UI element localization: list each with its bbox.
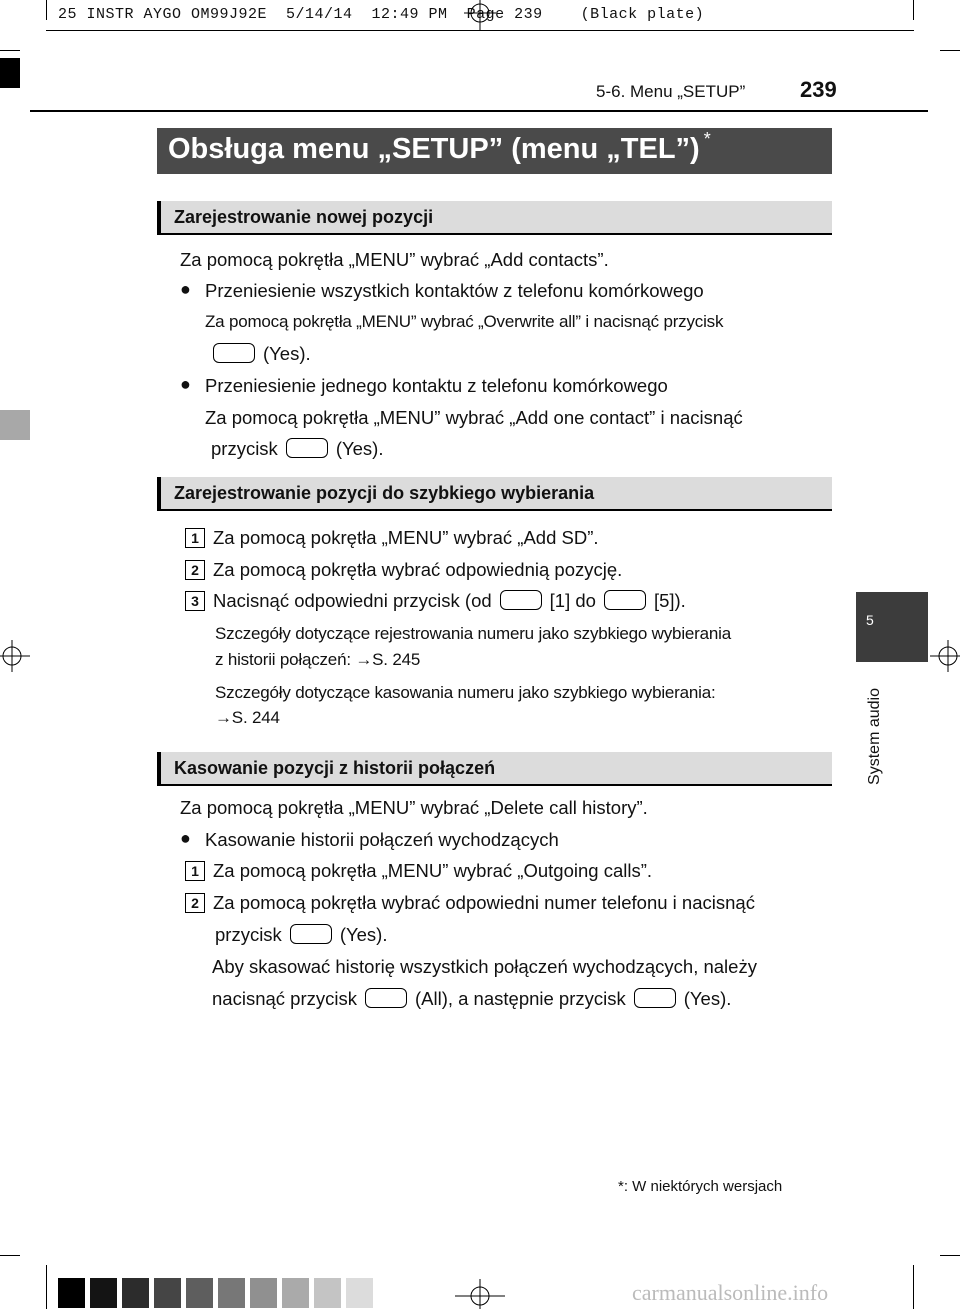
step-number: 1 [185, 861, 205, 881]
instruction-text: Za pomocą pokrętła „MENU” wybrać „Delete call history”. [180, 797, 648, 818]
crop-mark [913, 0, 914, 20]
running-header: 5-6. Menu „SETUP” [596, 82, 746, 101]
registration-mark-icon [0, 636, 30, 676]
yes-button-icon [634, 988, 676, 1008]
page-number: 239 [800, 77, 837, 102]
step-text: Nacisnąć odpowiedni przycisk (od [1] do [5]). [213, 590, 686, 611]
yes-button-icon [286, 438, 328, 458]
instruction-text: Za pomocą pokrętła „MENU” wybrać „Add contacts”. [180, 249, 609, 270]
crop-mark [940, 1255, 960, 1256]
note-text: Aby skasować historię wszystkich połączeń wychodzących, należy [212, 956, 757, 977]
instruction-line: (Yes). [205, 343, 311, 365]
color-swatch [282, 1278, 309, 1308]
step-number: 3 [185, 591, 205, 611]
color-swatch [186, 1278, 213, 1308]
watermark: carmanualsonline.info [632, 1280, 829, 1305]
chapter-label: System audio [866, 688, 883, 785]
note-text: Szczegóły dotyczące kasowania numeru jako szybkiego wybierania: [215, 683, 716, 702]
header-rule [30, 110, 928, 112]
bullet-icon: ● [180, 279, 191, 299]
preset-button-icon [500, 590, 542, 610]
registration-mark-icon [455, 1275, 505, 1309]
registration-mark-icon [460, 0, 500, 30]
step-text: Za pomocą pokrętła wybrać odpowiedni numer telefonu i nacisnąć [213, 892, 755, 913]
yes-button-icon [290, 924, 332, 944]
step-number: 2 [185, 893, 205, 913]
all-button-icon [365, 988, 407, 1008]
instruction-text: Za pomocą pokrętła „MENU” wybrać „Overwrite all” i nacisnąć przycisk [205, 312, 724, 331]
crop-mark [46, 1265, 47, 1309]
crop-mark [46, 0, 47, 20]
step-text: Za pomocą pokrętła „MENU” wybrać „Outgoing calls”. [213, 860, 653, 881]
color-swatch [346, 1278, 373, 1308]
color-swatch [218, 1278, 245, 1308]
crop-mark [913, 1265, 914, 1309]
yes-button-icon [213, 343, 255, 363]
note-text: Szczegóły dotyczące rejestrowania numeru jako szybkiego wybierania [215, 624, 731, 643]
step-number: 2 [185, 560, 205, 580]
crop-mark [0, 1255, 20, 1256]
color-swatch [314, 1278, 341, 1308]
color-swatch [90, 1278, 117, 1308]
section-heading: Zarejestrowanie nowej pozycji [174, 207, 434, 227]
plate-text: 25 INSTR AYGO OM99J92E 5/14/14 12:49 PM Page 239 (Black plate) [58, 6, 705, 23]
chapter-number: 5 [866, 612, 874, 628]
crop-mark [940, 50, 960, 51]
step-text: Za pomocą pokrętła wybrać odpowiednią pozycję. [213, 559, 623, 580]
instruction-line: przycisk (Yes). [211, 438, 384, 459]
instruction-text: Za pomocą pokrętła „MENU” wybrać „Add one contact” i nacisnąć [205, 407, 743, 428]
step-text: Za pomocą pokrętła „MENU” wybrać „Add SD”. [213, 527, 599, 548]
page-title: Obsługa menu „SETUP” (menu „TEL”) * [168, 129, 711, 165]
note-text: →S. 244 [215, 708, 280, 727]
color-swatch [122, 1278, 149, 1308]
registration-mark-icon [930, 636, 960, 676]
corner-marker [0, 58, 20, 88]
section-heading: Zarejestrowanie pozycji do szybkiego wybierania [174, 483, 595, 503]
footnote: *: W niektórych wersjach [618, 1178, 783, 1195]
footnote-mark: * [703, 129, 711, 149]
section-heading: Kasowanie pozycji z historii połączeń [174, 758, 496, 778]
bullet-icon: ● [180, 828, 191, 848]
color-swatch [250, 1278, 277, 1308]
note-text: z historii połączeń: →S. 245 [215, 650, 421, 669]
color-swatch [154, 1278, 181, 1308]
crop-mark [0, 50, 20, 51]
color-swatch [58, 1278, 85, 1308]
bullet-icon: ● [180, 374, 191, 394]
step-text: przycisk (Yes). [215, 924, 388, 945]
step-number: 1 [185, 528, 205, 548]
bullet-text: Przeniesienie wszystkich kontaktów z telefonu komórkowego [205, 280, 704, 301]
preset-button-icon [604, 590, 646, 610]
bullet-text: Kasowanie historii połączeń wychodzących [205, 829, 559, 850]
chapter-marker [0, 410, 30, 440]
note-text: nacisnąć przycisk (All), a następnie przycisk (Yes). [212, 988, 732, 1009]
bullet-text: Przeniesienie jednego kontaktu z telefonu komórkowego [205, 375, 668, 396]
